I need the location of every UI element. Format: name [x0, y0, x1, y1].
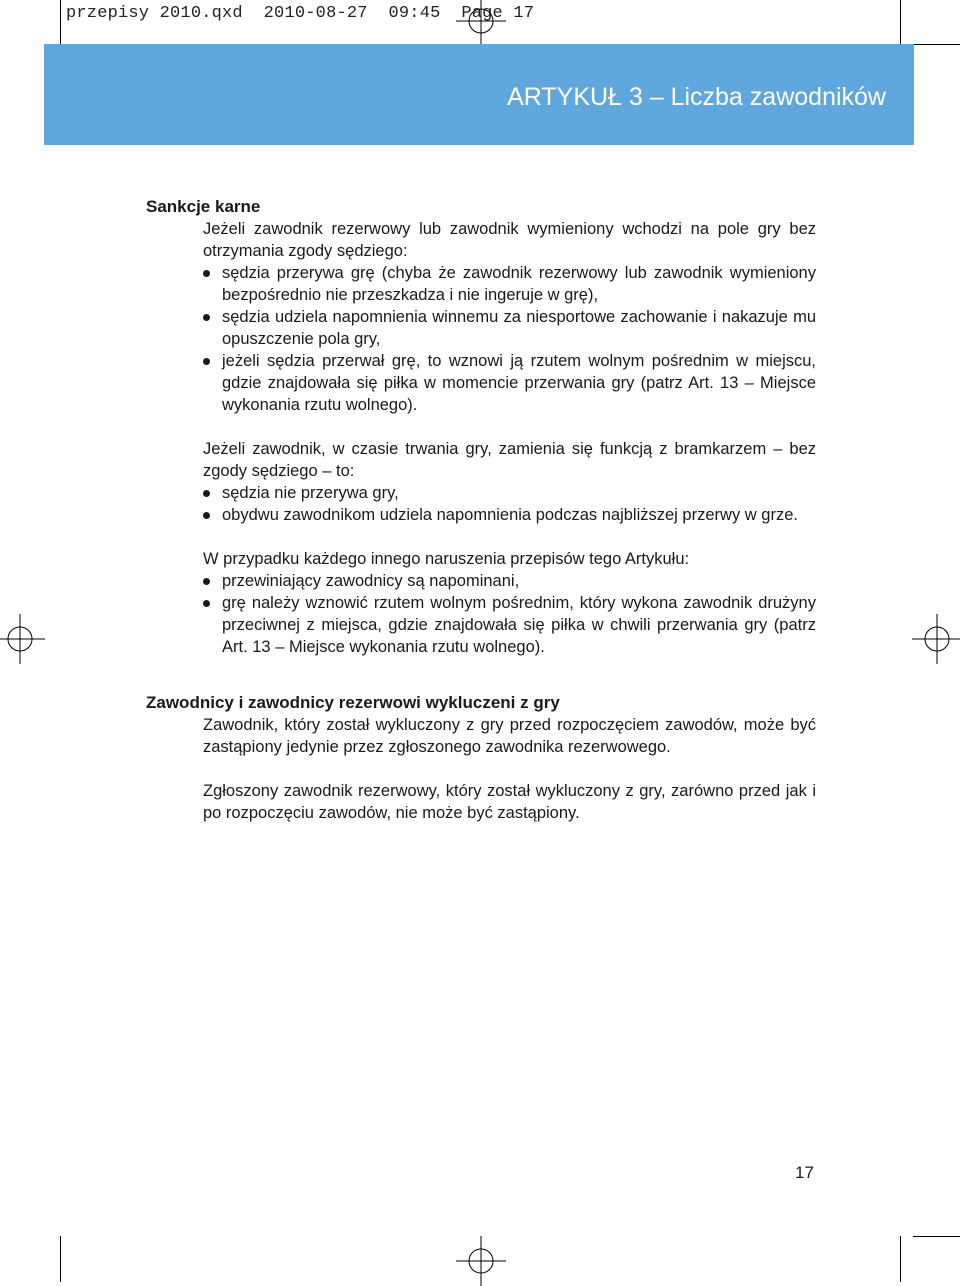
bullet-list: [146, 482, 816, 526]
slug-date: 2010-08-27: [263, 4, 368, 23]
list-item-text: grę należy wznowić rzutem wolnym pośrednim, który wykona zawodnik drużyny przeciwnej z miejsca, gdzie znajdowała się piłka w chwili przerwania gry (patrz Art. 13 – Miejsce wykonania rzutu wolnego).: [222, 594, 816, 656]
list-item-text: obydwu zawodnikom udziela napomnienia podczas najbliższej przerwy w grze.: [222, 506, 798, 524]
registration-mark-icon: [456, 0, 506, 46]
crop-mark: [900, 1236, 901, 1282]
slug-page: Page 17: [461, 4, 535, 23]
list-item: [146, 482, 816, 504]
list-item: [146, 306, 816, 350]
crop-mark: [913, 1236, 960, 1237]
bullet-icon: [203, 512, 210, 519]
list-item: [146, 262, 816, 306]
bullet-icon: [203, 600, 210, 607]
section-heading: Zawodnicy i zawodnicy rezerwowi wykluczeni z gry: [146, 693, 560, 712]
bullet-icon: [203, 358, 210, 365]
registration-mark-icon: [912, 614, 960, 664]
section-heading: Sankcje karne: [146, 197, 261, 216]
list-item: [146, 504, 816, 526]
crop-mark: [913, 44, 960, 45]
registration-mark-icon: [456, 1236, 506, 1286]
paragraph: W przypadku każdego innego naruszenia przepisów tego Artykułu:: [203, 550, 690, 568]
page-number: 17: [795, 1163, 814, 1182]
list-item-text: jeżeli sędzia przerwał grę, to wznowi ją rzutem wolnym pośrednim w miejscu, gdzie znajdowała się piłka w momencie przerwania gry (patrz Art. 13 – Miejsce wykonania rzutu wolnego).: [222, 352, 816, 414]
list-item: [146, 350, 816, 416]
registration-mark-icon: [0, 614, 45, 664]
slug-filename: przepisy 2010.qxd: [66, 4, 243, 23]
paragraph: Jeżeli zawodnik rezerwowy lub zawodnik wymieniony wchodzi na pole gry bez otrzymania zgody sędziego:: [203, 220, 816, 260]
paragraph: Zgłoszony zawodnik rezerwowy, który został wykluczony z gry, zarówno przed jak i po rozpoczęciu zawodów, nie może być zastąpiony.: [203, 782, 816, 822]
list-item: [146, 592, 816, 658]
crop-mark: [60, 1236, 61, 1282]
crop-mark: [900, 0, 901, 46]
list-item-text: sędzia przerywa grę (chyba że zawodnik rezerwowy lub zawodnik wymieniony bezpośrednio nie przeszkadza i nie ingeruje w grę),: [222, 264, 816, 304]
bullet-icon: [203, 490, 210, 497]
article-title: ARTYKUŁ 3 – Liczba zawodników: [507, 83, 886, 111]
header-band: [44, 44, 914, 145]
list-item-text: sędzia udziela napomnienia winnemu za niesportowe zachowanie i nakazuje mu opuszczenie pola gry,: [222, 308, 816, 348]
list-item: [146, 570, 816, 592]
article-body: [146, 196, 816, 824]
slug-time: 09:45: [388, 4, 441, 23]
bullet-icon: [203, 578, 210, 585]
bullet-icon: [203, 270, 210, 277]
bullet-icon: [203, 314, 210, 321]
paragraph: Zawodnik, który został wykluczony z gry przed rozpoczęciem zawodów, może być zastąpiony jedynie przez zgłoszonego zawodnika rezerwowego.: [203, 716, 816, 756]
crop-mark: [60, 0, 61, 46]
section: [146, 692, 816, 824]
bullet-list: [146, 262, 816, 416]
list-item-text: przewiniający zawodnicy są napominani,: [222, 572, 520, 590]
paragraph: Jeżeli zawodnik, w czasie trwania gry, zamienia się funkcją z bramkarzem – bez zgody sędziego – to:: [203, 440, 816, 480]
list-item-text: sędzia nie przerywa gry,: [222, 484, 399, 502]
bullet-list: [146, 570, 816, 658]
